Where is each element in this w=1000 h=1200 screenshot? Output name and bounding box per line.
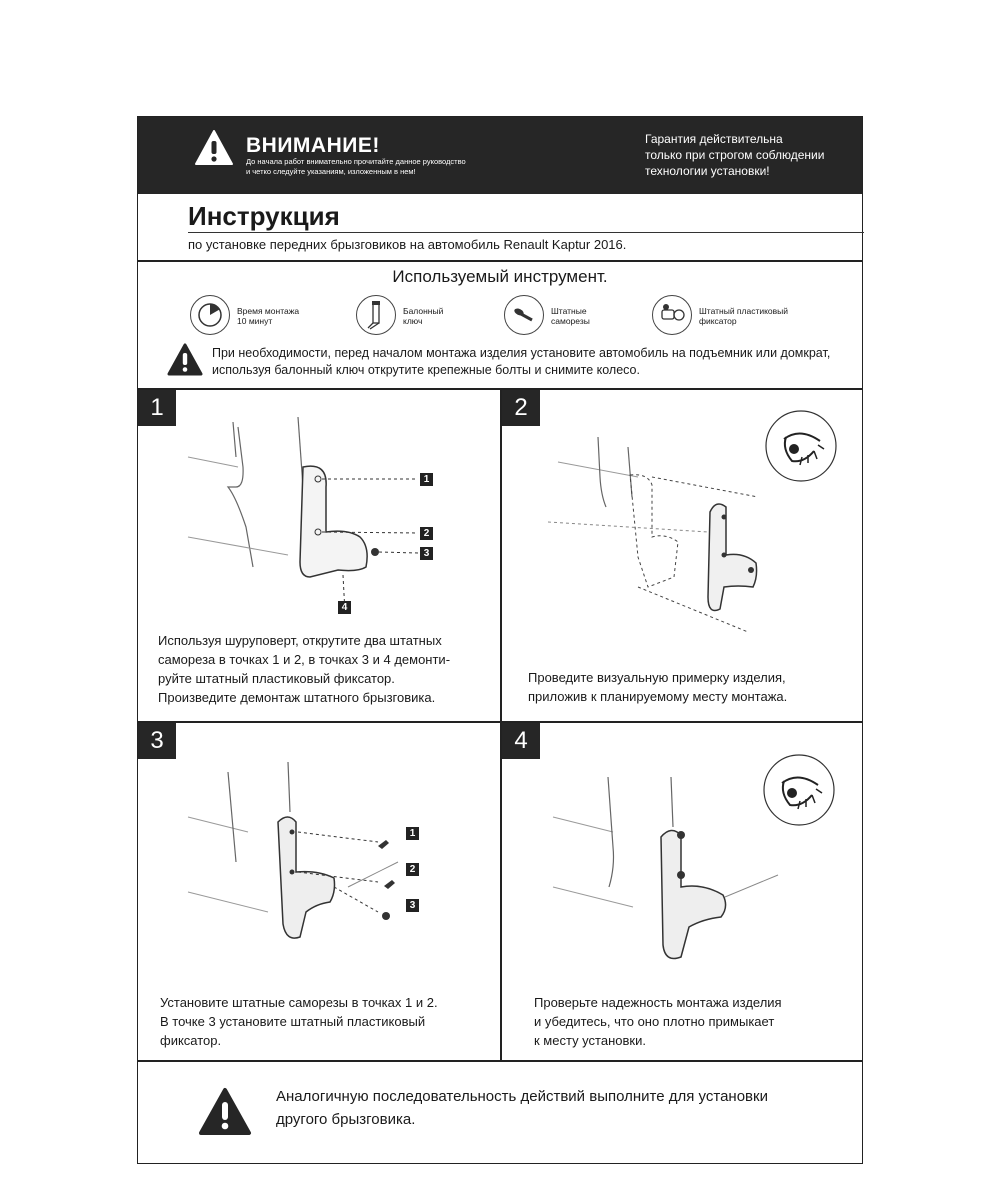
step4-illustration	[553, 777, 783, 967]
attention-title: ВНИМАНИЕ!	[246, 134, 380, 157]
tools-heading: Используемый инструмент.	[392, 267, 608, 286]
page-title: Инструкция	[188, 201, 340, 231]
step-2-text: Проведите визуальную примерку изделия, приложив к планируемому месту монтажа.	[528, 670, 788, 704]
callout-2: 2	[406, 863, 419, 876]
step-4-text: Проверьте надежность монтажа изделия и убедитесь, что оно плотно примыкает к месту установки.	[534, 995, 782, 1048]
step-number: 2	[502, 390, 540, 426]
screw-icon	[504, 295, 544, 335]
step-number: 4	[502, 723, 540, 759]
divider	[138, 1060, 862, 1062]
attention-banner	[138, 117, 862, 194]
callout-1: 1	[420, 473, 433, 486]
warning-icon	[198, 1087, 252, 1137]
divider	[138, 260, 862, 262]
callout-1: 1	[406, 827, 419, 840]
page-subtitle: по установке передних брызговиков на автомобиль Renault Kaptur 2016.	[188, 237, 627, 252]
step2-illustration	[548, 437, 808, 637]
step-1-text: Используя шуруповерт, открутите два штатных самореза в точках 1 и 2, в точках 3 и 4 демонти- руйте штатный пластиковый фиксатор. Произведите демонтаж штатного брызговика.	[158, 633, 451, 705]
instruction-sheet	[137, 116, 863, 1164]
clip-icon	[652, 295, 692, 335]
clock-icon	[190, 295, 230, 335]
divider	[138, 721, 862, 723]
step1-illustration	[188, 407, 448, 617]
tool-label: Время монтажа 10 минут	[237, 306, 300, 326]
warning-icon	[195, 130, 233, 166]
step-number: 3	[138, 723, 176, 759]
step-3-text: Установите штатные саморезы в точках 1 и 2. В точке 3 установите штатный пластиковый фиксатор.	[160, 995, 438, 1048]
step-number: 1	[138, 390, 176, 426]
callout-4: 4	[338, 601, 351, 614]
tool-label: Штатные саморезы	[551, 306, 590, 326]
callout-3: 3	[420, 547, 433, 560]
tool-label: Штатный пластиковый фиксатор	[699, 306, 789, 326]
final-note: Аналогичную последовательность действий выполните для установки другого брызговика.	[276, 1088, 768, 1128]
callout-2: 2	[420, 527, 433, 540]
warning-icon	[167, 343, 203, 377]
guarantee-note: Гарантия действительна только при строгом соблюдении технологии установки!	[645, 132, 825, 178]
callout-3: 3	[406, 899, 419, 912]
title-divider	[188, 232, 864, 233]
tool-label: Балонный ключ	[403, 306, 444, 326]
wrench-icon	[356, 295, 396, 335]
attention-subtitle: До начала работ внимательно прочитайте данное руководство и четко следуйте указаниям, изложенным в нем!	[246, 157, 466, 176]
step3-illustration	[188, 752, 428, 952]
preparation-note: При необходимости, перед началом монтажа изделия установите автомобиль на подъемник или домкрат, используя балонный ключ открутите крепежные болты и снимите колесо.	[212, 346, 831, 377]
